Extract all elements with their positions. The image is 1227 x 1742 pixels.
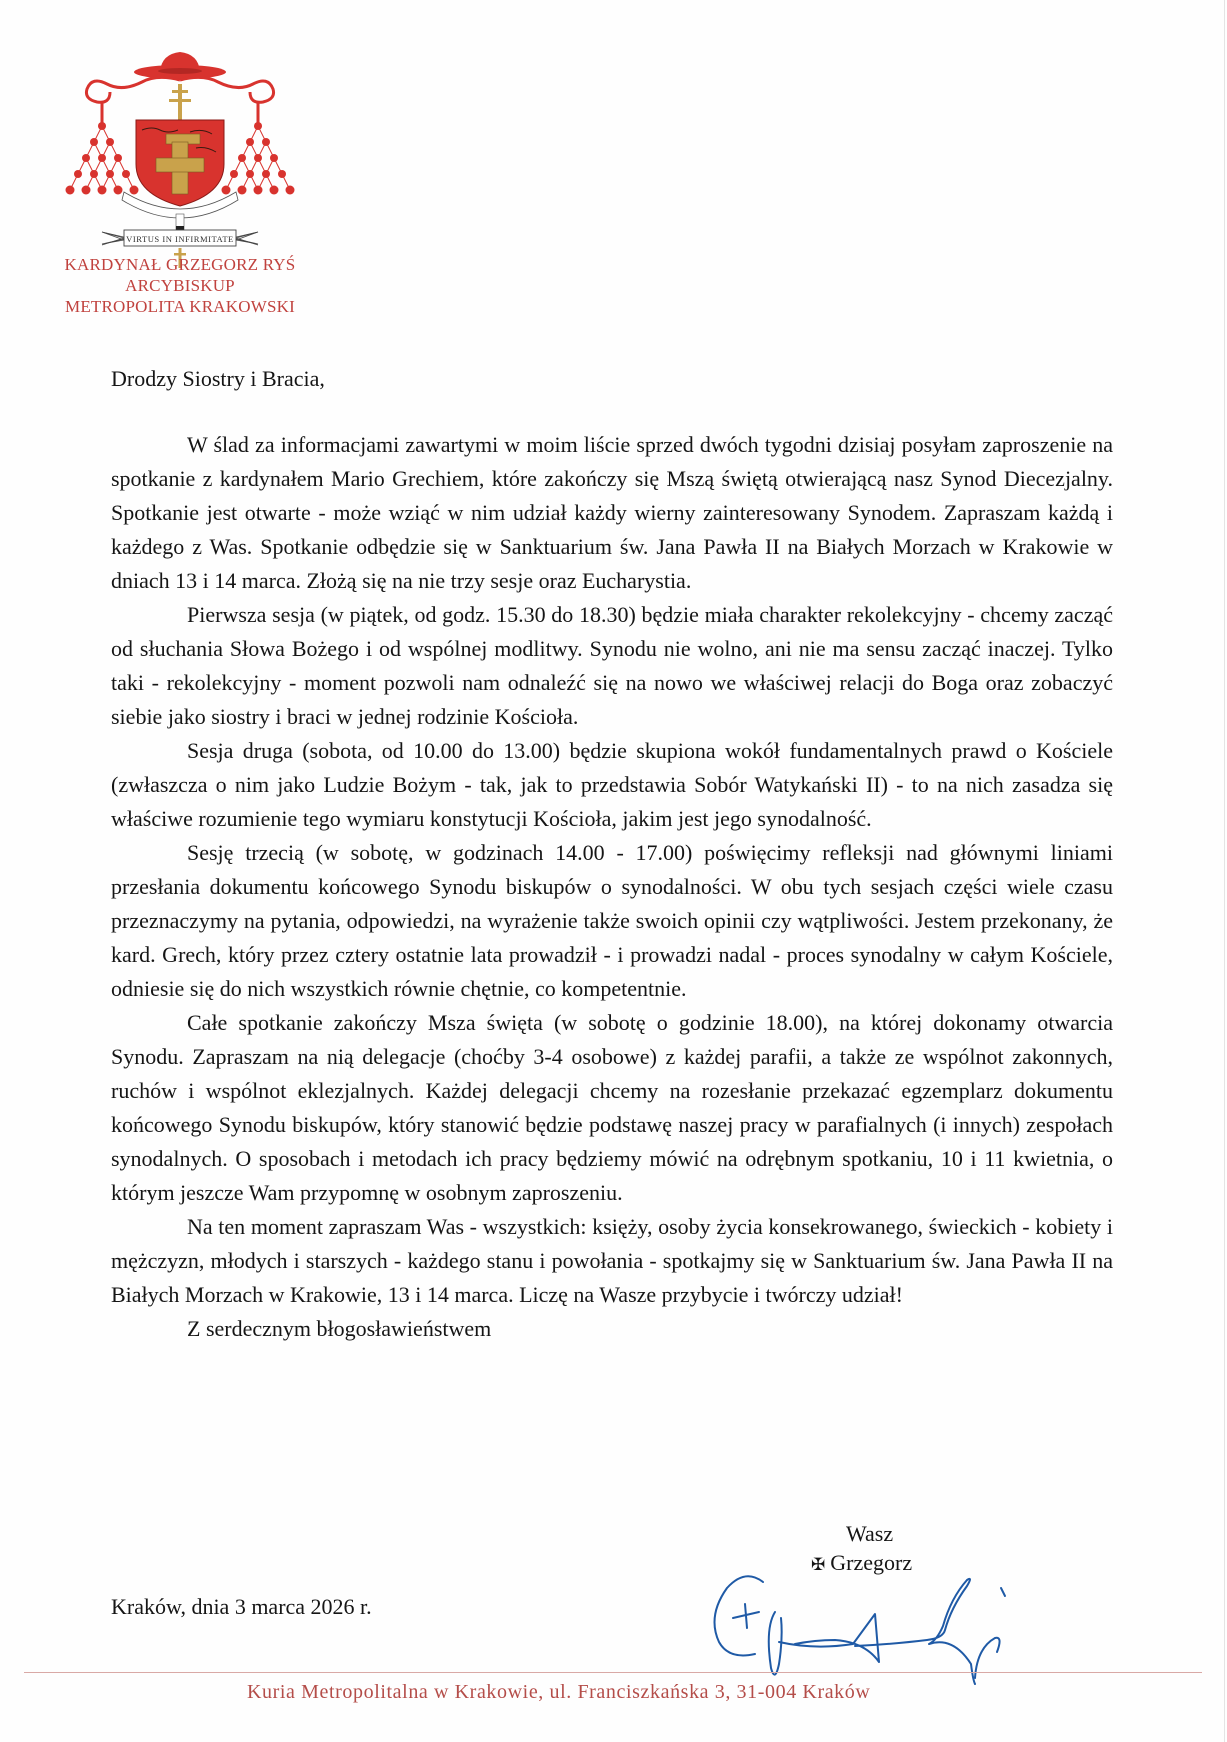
signature-line-wasz: Wasz — [846, 1521, 894, 1546]
cross-icon: ✠ — [811, 1555, 826, 1574]
paragraph-invitation: W ślad za informacjami zawartymi w moim liście sprzed dwóch tygodni dzisiaj posyłam zaproszenie na spotkanie z kardynałem Mario Grechiem, które zakończy się Mszą świętą otwierającą nasz Synod Diecezjalny. Spotkanie jest otwarte - może wziąć w nim udział każdy wierny zainteresowany Synodem. Zapraszam każdą i każdego z Was. Spotkanie odbędzie się w Sanktuarium św. Jana Pawła II na Białych Morzach w Krakowie w dniach 13 i 14 marca. Złożą się na nie trzy sesje oraz Eucharystia. — [111, 432, 1113, 593]
closing-blessing: Z serdecznym błogosławieństwem — [187, 1316, 492, 1341]
handwritten-signature-icon — [705, 1568, 1015, 1688]
paragraph-first-session: Pierwsza sesja (w piątek, od godz. 15.30 do 18.30) będzie miała charakter rekolekcyjny - chcemy zacząć od słuchania Słowa Bożego i od wspólnej modlitwy. Synodu nie wolno, ani nie ma sensu zacząć inaczej. Tylko taki - rekolekcyjny - moment pozwoli nam odnaleźć się na nowo we właściwej relacji do Boga oraz zobaczyć siebie jako siostry i braci w jednej rodzinie Kościoła. — [111, 602, 1113, 729]
paragraph-invitation-all: Na ten moment zapraszam Was - wszystkich: księży, osoby życia konsekrowanego, świeckich - kobiety i mężczyzn, młodych i starszych - każdego stanu i powołania - spotkajmy się w Sanktuarium św. Jana Pawła II na Białych Morzach w Krakowie, 13 i 14 marca. Liczę na Wasze przybycie i twórczy udział! — [111, 1214, 1113, 1307]
place-and-date: Kraków, dnia 3 marca 2026 r. — [111, 1594, 372, 1619]
letter-body — [111, 428, 1113, 1346]
footer-address: Kuria Metropolitalna w Krakowie, ul. Franciszkańska 3, 31-004 Kraków — [247, 1681, 871, 1703]
letterhead-line-name: KARDYNAŁ GRZEGORZ RYŚ — [64, 255, 296, 274]
letterhead-line-rank: ARCYBISKUP — [125, 276, 235, 295]
letterhead-line-office: METROPOLITA KRAKOWSKI — [65, 297, 295, 316]
signature-name-text: Grzegorz — [830, 1550, 913, 1575]
letterhead-title — [40, 254, 320, 317]
coat-of-arms-icon — [62, 44, 298, 270]
paragraph-mass: Całe spotkanie zakończy Msza święta (w sobotę o godzinie 18.00), na której dokonamy otwarcia Synodu. Zapraszam na nią delegacje (choćby 3-4 osobowe) z każdej parafii, a także ze wspólnot zakonnych, ruchów i wspólnot eklezjalnych. Każdej delegacji chcemy na rozesłanie przekazać egzemplarz dokumentu końcowego Synodu biskupów, który stanowić będzie podstawę naszej pracy w parafialnych (i innych) zespołach synodalnych. O sposobach i metodach ich pracy będziemy mówić na odrębnym spotkaniu, 10 i 11 kwietnia, o którym jeszcze Wam przypomnę w osobnym zaproszeniu. — [111, 1010, 1113, 1205]
paragraph-third-session: Sesję trzecią (w sobotę, w godzinach 14.00 - 17.00) poświęcimy refleksji nad głównymi liniami przesłania dokumentu końcowego Synodu biskupów o synodalności. W obu tych sesjach części wiele czasu przeznaczymy na pytania, odpowiedzi, na wyrażenie także swoich opinii czy wątpliwości. Jestem przekonany, że kard. Grech, który przez cztery ostatnie lata prowadził - i prowadzi nadal - proces synodalny w całym Kościele, odniesie się do nich wszystkich równie chętnie, co kompetentnie. — [111, 840, 1113, 1001]
svg-text:VIRTUS IN INFIRMITATE: VIRTUS IN INFIRMITATE — [126, 234, 234, 244]
footer-divider — [24, 1672, 1202, 1673]
salutation: Drodzy Siostry i Bracia, — [111, 366, 325, 391]
tassels-right — [222, 122, 295, 195]
paragraph-second-session: Sesja druga (sobota, od 10.00 do 13.00) będzie skupiona wokół fundamentalnych prawd o Kościele (zwłaszcza o nim jako Ludzie Bożym - tak, jak to przedstawia Sobór Watykański II) - to na nich zasadza się właściwe rozumienie tego wymiaru konstytucji Kościoła, jakim jest jego synodalność. — [111, 738, 1113, 831]
page-edge — [1224, 0, 1225, 1742]
